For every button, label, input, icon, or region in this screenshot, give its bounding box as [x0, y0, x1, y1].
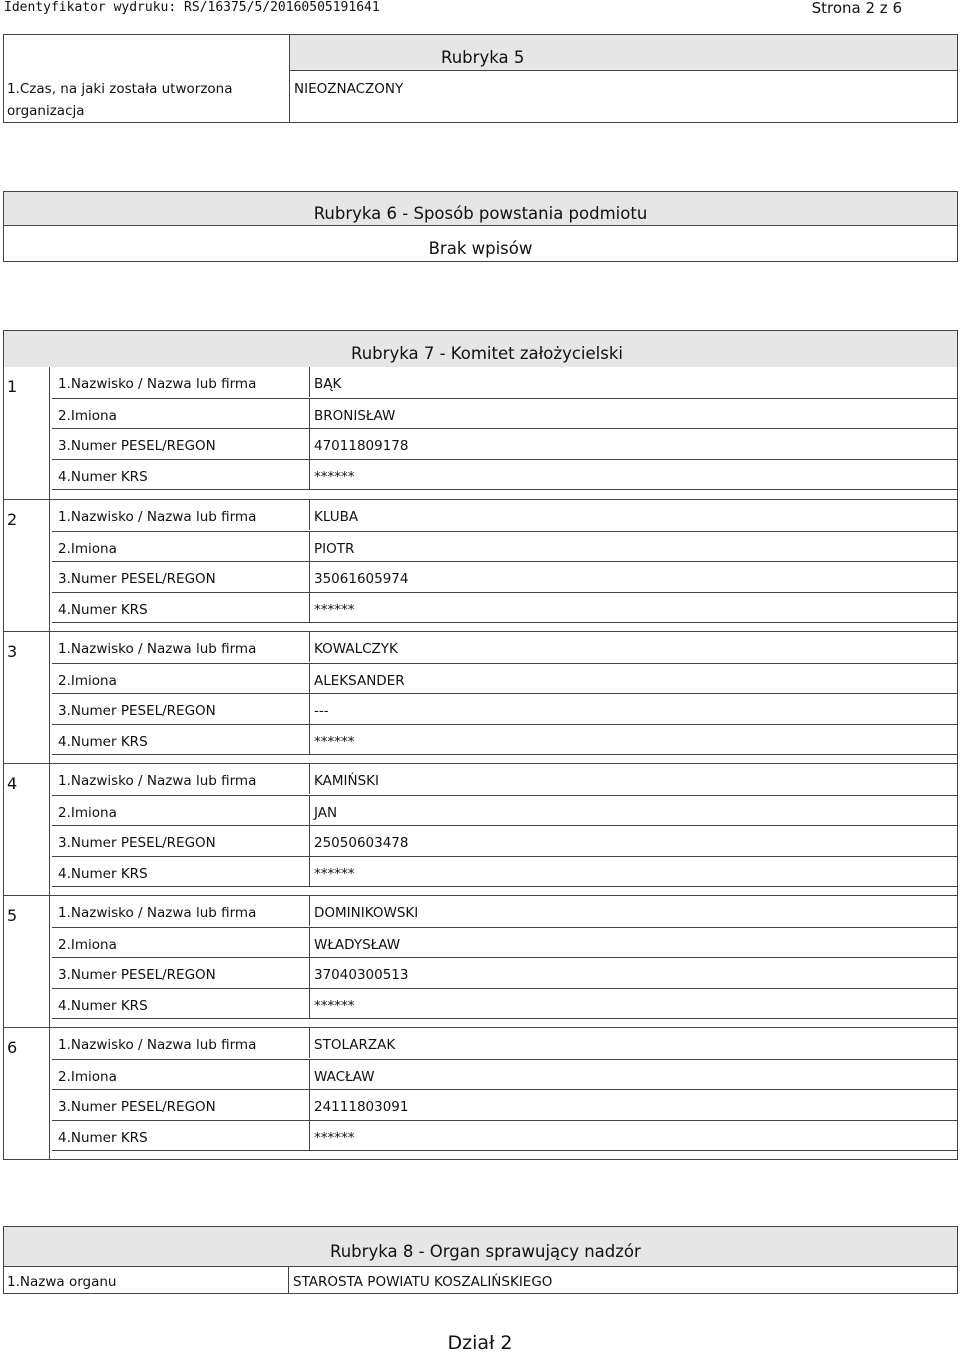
rubryka-5-section	[3, 34, 958, 123]
field-value: KOWALCZYK	[314, 641, 398, 657]
field-label: 1.Nazwisko / Nazwa lub firma	[58, 509, 257, 525]
field-label: 2.Imiona	[58, 1068, 117, 1085]
field-value: WŁADYSŁAW	[314, 936, 401, 953]
committee-member-entry	[3, 1027, 958, 1159]
entry-row-krs	[52, 988, 958, 1019]
entry-number: 6	[7, 1038, 18, 1057]
rubryka-8-field-value: STAROSTA POWIATU KOSZALIŃSKIEGO	[293, 1274, 553, 1290]
rubryka-5-field-label-line1: 1.Czas, na jaki została utworzona	[7, 81, 233, 97]
rubryka-8-field-label: 1.Nazwa organu	[7, 1274, 117, 1290]
field-value: ALEKSANDER	[314, 672, 405, 689]
field-label: 2.Imiona	[58, 936, 117, 953]
rubryka-6-section	[3, 191, 958, 262]
entry-row-first-names	[52, 1059, 958, 1090]
section-footer: Dział 2	[447, 1332, 513, 1354]
field-value: 35061605974	[314, 571, 409, 587]
field-value: ******	[314, 468, 355, 485]
field-value: ******	[314, 601, 355, 618]
field-label: 3.Numer PESEL/REGON	[58, 571, 216, 587]
field-label: 1.Nazwisko / Nazwa lub firma	[58, 641, 257, 657]
field-label: 4.Numer KRS	[58, 733, 148, 750]
entry-row-name	[52, 896, 958, 927]
committee-member-entry	[3, 895, 958, 1027]
entry-row-first-names	[52, 927, 958, 958]
field-value: 37040300513	[314, 967, 409, 983]
field-value: 25050603478	[314, 835, 409, 851]
field-value: STOLARZAK	[314, 1037, 396, 1053]
rubryka-7-title: Rubryka 7 - Komitet założycielski	[351, 344, 623, 363]
field-label: 4.Numer KRS	[58, 468, 148, 485]
entry-row-krs	[52, 724, 958, 755]
field-label: 1.Nazwisko / Nazwa lub firma	[58, 376, 257, 392]
committee-member-entry	[3, 499, 958, 631]
field-label: 3.Numer PESEL/REGON	[58, 967, 216, 983]
rubryka-5-header	[289, 35, 957, 70]
rubryka-5-title: Rubryka 5	[441, 48, 525, 67]
entry-number: 2	[7, 510, 18, 529]
committee-member-entry	[3, 763, 958, 895]
field-label: 2.Imiona	[58, 804, 117, 821]
rubryka-5-field-label-line2: organizacja	[7, 103, 85, 119]
field-label: 4.Numer KRS	[58, 997, 148, 1014]
field-value: ---	[314, 703, 329, 719]
entry-row-pesel	[52, 693, 958, 724]
entry-number: 1	[7, 377, 18, 396]
entry-row-name	[52, 764, 958, 795]
field-value: DOMINIKOWSKI	[314, 905, 419, 921]
field-value: WACŁAW	[314, 1068, 375, 1085]
field-value: ******	[314, 733, 355, 750]
field-value: ******	[314, 997, 355, 1014]
entry-row-name	[52, 1028, 958, 1059]
entry-row-name	[52, 632, 958, 663]
page-number: Strona 2 z 6	[811, 0, 902, 17]
entry-row-krs	[52, 856, 958, 887]
field-label: 1.Nazwisko / Nazwa lub firma	[58, 1037, 257, 1053]
entry-row-krs	[52, 592, 958, 623]
entry-row-name	[52, 367, 958, 398]
rubryka-8-section	[3, 1226, 958, 1294]
field-value: 24111803091	[314, 1099, 409, 1115]
field-label: 3.Numer PESEL/REGON	[58, 1099, 216, 1115]
field-label: 2.Imiona	[58, 407, 117, 424]
field-value: ******	[314, 1129, 355, 1146]
rubryka-6-note: Brak wpisów	[428, 239, 533, 258]
field-value: PIOTR	[314, 540, 355, 557]
field-label: 2.Imiona	[58, 672, 117, 689]
field-value: BĄK	[314, 376, 342, 392]
entry-row-pesel	[52, 1089, 958, 1120]
rubryka-5-field-value: NIEOZNACZONY	[294, 81, 404, 97]
entry-row-first-names	[52, 795, 958, 826]
field-label: 3.Numer PESEL/REGON	[58, 438, 216, 454]
field-value: KAMIŃSKI	[314, 773, 379, 789]
entry-row-first-names	[52, 663, 958, 694]
field-label: 1.Nazwisko / Nazwa lub firma	[58, 905, 257, 921]
field-value: 47011809178	[314, 438, 409, 454]
field-value: ******	[314, 865, 355, 882]
field-label: 2.Imiona	[58, 540, 117, 557]
entry-row-pesel	[52, 825, 958, 856]
committee-member-entry	[3, 367, 958, 499]
entry-row-name	[52, 500, 958, 531]
entry-number: 3	[7, 642, 18, 661]
field-label: 4.Numer KRS	[58, 601, 148, 618]
entry-row-first-names	[52, 531, 958, 562]
field-label: 4.Numer KRS	[58, 865, 148, 882]
field-label: 3.Numer PESEL/REGON	[58, 835, 216, 851]
field-label: 1.Nazwisko / Nazwa lub firma	[58, 773, 257, 789]
entry-number: 4	[7, 774, 18, 793]
field-label: 4.Numer KRS	[58, 1129, 148, 1146]
entry-row-first-names	[52, 398, 958, 429]
rubryka-6-title: Rubryka 6 - Sposób powstania podmiotu	[313, 204, 648, 223]
field-value: JAN	[314, 804, 338, 821]
entry-row-krs	[52, 459, 958, 490]
entry-row-pesel	[52, 561, 958, 592]
field-value: KLUBA	[314, 509, 359, 525]
field-label: 3.Numer PESEL/REGON	[58, 703, 216, 719]
rubryka-8-title: Rubryka 8 - Organ sprawujący nadzór	[330, 1242, 641, 1261]
print-identifier: Identyfikator wydruku: RS/16375/5/20160505191641	[4, 0, 380, 15]
entry-row-pesel	[52, 428, 958, 459]
field-value: BRONISŁAW	[314, 407, 396, 424]
entry-row-pesel	[52, 957, 958, 988]
committee-member-entry	[3, 631, 958, 763]
entry-number: 5	[7, 906, 18, 925]
entry-row-krs	[52, 1120, 958, 1151]
